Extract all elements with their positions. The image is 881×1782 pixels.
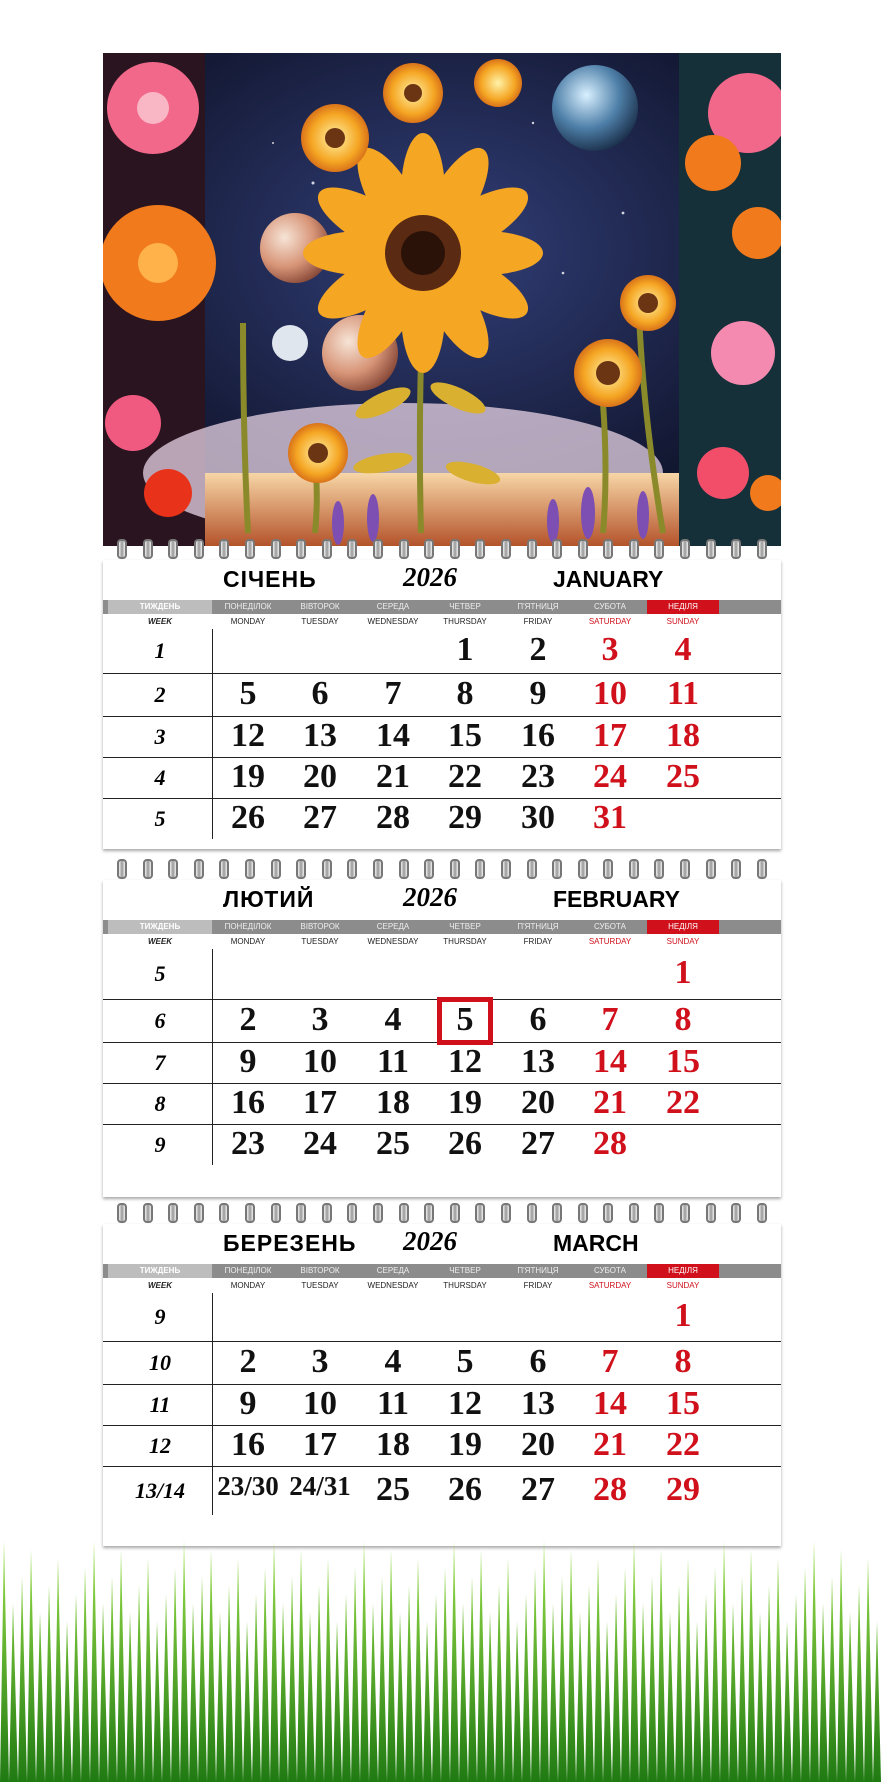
day-cell[interactable]: 6 — [529, 1001, 547, 1038]
weekday-ua: СУБОТА — [594, 1266, 626, 1275]
spiral-binding-icon — [103, 538, 781, 560]
month-name-en: FEBRUARY — [553, 886, 680, 912]
month-name-en: MARCH — [553, 1230, 639, 1256]
day-cell[interactable]: 14 — [593, 1385, 627, 1422]
day-cell[interactable]: 11 — [666, 675, 700, 712]
day-cell[interactable]: 26 — [448, 1471, 482, 1508]
day-cell[interactable]: 20 — [521, 1084, 555, 1121]
day-cell[interactable]: 29 — [448, 799, 482, 836]
weekday-en: TUESDAY — [301, 617, 339, 626]
day-cell[interactable]: 5 — [239, 675, 257, 712]
day-cell[interactable]: 10 — [593, 675, 627, 712]
day-cell[interactable]: 27 — [521, 1471, 555, 1508]
day-cell[interactable]: 15 — [448, 717, 482, 754]
day-cell[interactable]: 6 — [311, 675, 329, 712]
weekday-ua: СЕРЕДА — [376, 602, 410, 611]
weekday-ua: П'ЯТНИЦЯ — [517, 922, 559, 931]
day-cell[interactable]: 29 — [666, 1471, 700, 1508]
day-cell[interactable]: 24 — [593, 758, 627, 795]
week-number: 3 — [154, 724, 166, 749]
spiral-binding-icon — [103, 1202, 781, 1224]
sunflower-space-illustration — [103, 53, 781, 546]
weekday-ua: ВІВТОРОК — [300, 1266, 340, 1275]
grass-icon — [0, 1520, 881, 1782]
day-cell[interactable]: 25 — [376, 1125, 410, 1162]
weekday-ua: СУБОТА — [594, 602, 626, 611]
day-cell[interactable]: 17 — [303, 1084, 337, 1121]
year-label: 2026 — [403, 882, 457, 912]
week-row — [103, 1426, 781, 1467]
week-row — [103, 1385, 781, 1426]
day-cell[interactable]: 16 — [521, 717, 555, 754]
day-cell[interactable]: 8 — [674, 1001, 692, 1038]
weekday-header-en — [103, 1278, 781, 1293]
week-row — [103, 1342, 781, 1385]
weekday-en: MONDAY — [230, 937, 266, 946]
week-row — [103, 1467, 781, 1515]
weekday-ua: НЕДІЛЯ — [647, 920, 719, 934]
day-cell[interactable]: 21 — [593, 1426, 627, 1463]
day-cell[interactable]: 9 — [239, 1043, 257, 1080]
weekday-ua: ПОНЕДІЛОК — [224, 1266, 272, 1275]
week-number: 6 — [154, 1008, 166, 1033]
week-row — [103, 717, 781, 758]
month-grid — [103, 629, 781, 839]
weekday-en: SATURDAY — [588, 1281, 632, 1290]
weekday-en: THURSDAY — [443, 617, 487, 626]
week-row — [103, 1125, 781, 1165]
weekday-header-ua — [103, 1264, 781, 1278]
day-cell[interactable]: 17 — [593, 717, 627, 754]
day-cell[interactable]: 18 — [376, 1084, 410, 1121]
spiral-binding-icon — [103, 858, 781, 880]
day-cell[interactable]: 5 — [456, 1001, 474, 1038]
month-grid — [103, 1293, 781, 1515]
day-cell[interactable]: 11 — [376, 1385, 410, 1422]
weekday-en: FRIDAY — [523, 937, 553, 946]
day-cell[interactable]: 26 — [448, 1125, 482, 1162]
day-cell[interactable]: 20 — [521, 1426, 555, 1463]
day-cell[interactable]: 24/31 — [289, 1471, 351, 1501]
weekday-en: FRIDAY — [523, 617, 553, 626]
week-label-en: WEEK — [148, 617, 172, 626]
weekday-ua: ЧЕТВЕР — [449, 922, 481, 931]
day-cell[interactable]: 28 — [593, 1471, 627, 1508]
week-label-ua: ТИЖДЕНЬ — [108, 920, 212, 934]
month-sheet-january — [103, 560, 781, 849]
day-cell[interactable]: 15 — [666, 1385, 700, 1422]
month-name-en: JANUARY — [553, 566, 664, 592]
day-cell[interactable]: 25 — [666, 758, 700, 795]
today-highlight — [437, 997, 493, 1045]
month-name-ua: ЛЮТИЙ — [223, 886, 315, 912]
weekday-ua: П'ЯТНИЦЯ — [517, 602, 559, 611]
sunflower-icon — [288, 423, 348, 483]
weekday-en: SUNDAY — [666, 617, 700, 626]
day-cell[interactable]: 2 — [239, 1001, 257, 1038]
day-cell[interactable]: 5 — [456, 1343, 474, 1380]
week-number: 5 — [154, 806, 166, 831]
month-sheet-march — [103, 1224, 781, 1546]
month-header — [103, 1224, 781, 1264]
weekday-ua: ПОНЕДІЛОК — [224, 922, 272, 931]
month-sheet-february — [103, 880, 781, 1197]
day-cell[interactable]: 4 — [384, 1343, 402, 1380]
month-name-ua: БЕРЕЗЕНЬ — [223, 1230, 357, 1256]
day-cell[interactable]: 26 — [231, 799, 265, 836]
week-row — [103, 629, 781, 674]
weekday-ua: П'ЯТНИЦЯ — [517, 1266, 559, 1275]
planet-icon — [552, 65, 638, 151]
day-cell[interactable]: 12 — [448, 1043, 482, 1080]
weekday-header-en — [103, 614, 781, 629]
week-label-en: WEEK — [148, 1281, 172, 1290]
week-number: 10 — [149, 1350, 171, 1375]
day-cell[interactable]: 27 — [521, 1125, 555, 1162]
week-label-ua: ТИЖДЕНЬ — [108, 1264, 212, 1278]
day-cell[interactable]: 8 — [456, 675, 474, 712]
weekday-ua: ВІВТОРОК — [300, 922, 340, 931]
week-row — [103, 1084, 781, 1125]
week-row — [103, 1293, 781, 1342]
week-number: 9 — [154, 1304, 166, 1329]
week-row — [103, 949, 781, 1000]
calendar-illustration — [103, 53, 781, 546]
day-cell[interactable]: 12 — [448, 1385, 482, 1422]
day-cell[interactable]: 7 — [384, 675, 402, 712]
weekday-ua: СУБОТА — [594, 922, 626, 931]
day-cell[interactable]: 18 — [376, 1426, 410, 1463]
week-number: 11 — [149, 1392, 171, 1417]
day-cell[interactable]: 12 — [231, 717, 265, 754]
weekday-ua: ПОНЕДІЛОК — [224, 602, 272, 611]
day-cell[interactable]: 7 — [601, 1001, 619, 1038]
day-cell[interactable]: 13 — [521, 1043, 555, 1080]
day-cell[interactable]: 13 — [303, 717, 337, 754]
month-header — [103, 880, 781, 920]
day-cell[interactable]: 1 — [674, 954, 692, 991]
day-cell[interactable]: 10 — [303, 1043, 337, 1080]
week-number: 12 — [149, 1433, 171, 1458]
weekday-en: MONDAY — [230, 1281, 266, 1290]
day-cell[interactable]: 22 — [666, 1426, 700, 1463]
day-cell[interactable]: 10 — [303, 1385, 337, 1422]
week-row — [103, 758, 781, 799]
day-cell[interactable]: 31 — [593, 799, 627, 836]
day-cell[interactable]: 16 — [231, 1426, 265, 1463]
day-cell[interactable]: 28 — [376, 799, 410, 836]
day-cell[interactable]: 17 — [303, 1426, 337, 1463]
sunflower-icon — [620, 275, 676, 331]
weekday-ua: СЕРЕДА — [376, 1266, 410, 1275]
weekday-en: WEDNESDAY — [367, 1281, 419, 1290]
weekday-ua: СЕРЕДА — [376, 922, 410, 931]
day-cell[interactable]: 19 — [448, 1426, 482, 1463]
week-number: 2 — [154, 682, 166, 707]
day-cell[interactable]: 25 — [376, 1471, 410, 1508]
weekday-en: WEDNESDAY — [367, 617, 419, 626]
day-cell[interactable]: 1 — [456, 631, 474, 668]
month-grid — [103, 949, 781, 1165]
weekday-en: SUNDAY — [666, 937, 700, 946]
day-cell[interactable]: 3 — [601, 631, 619, 668]
weekday-en: WEDNESDAY — [367, 937, 419, 946]
weekday-en: THURSDAY — [443, 937, 487, 946]
day-cell[interactable]: 4 — [384, 1001, 402, 1038]
weekday-en: THURSDAY — [443, 1281, 487, 1290]
week-row — [103, 1000, 781, 1043]
weekday-en: TUESDAY — [301, 937, 339, 946]
sunflower-icon — [574, 339, 642, 407]
day-cell[interactable]: 27 — [303, 799, 337, 836]
day-cell[interactable]: 4 — [674, 631, 692, 668]
day-cell[interactable]: 11 — [376, 1043, 410, 1080]
weekday-header-ua — [103, 600, 781, 614]
weekday-en: FRIDAY — [523, 1281, 553, 1290]
day-cell[interactable]: 20 — [303, 758, 337, 795]
week-label-en: WEEK — [148, 937, 172, 946]
week-number: 7 — [154, 1050, 166, 1075]
day-cell[interactable]: 22 — [666, 1084, 700, 1121]
weekday-en: MONDAY — [230, 617, 266, 626]
week-number: 13/14 — [134, 1478, 186, 1503]
day-cell[interactable]: 19 — [231, 758, 265, 795]
weekday-en: SUNDAY — [666, 1281, 700, 1290]
day-cell[interactable]: 3 — [311, 1001, 329, 1038]
day-cell[interactable]: 1 — [674, 1297, 692, 1334]
day-cell[interactable]: 22 — [448, 758, 482, 795]
day-cell[interactable]: 2 — [239, 1343, 257, 1380]
day-cell[interactable]: 15 — [666, 1043, 700, 1080]
day-cell[interactable]: 23 — [231, 1125, 265, 1162]
month-header — [103, 560, 781, 600]
day-cell[interactable]: 19 — [448, 1084, 482, 1121]
weekday-ua: ВІВТОРОК — [300, 602, 340, 611]
week-number: 9 — [154, 1132, 166, 1157]
week-number: 5 — [154, 961, 166, 986]
day-cell[interactable]: 7 — [601, 1343, 619, 1380]
year-label: 2026 — [403, 1226, 457, 1256]
day-cell[interactable]: 14 — [593, 1043, 627, 1080]
day-cell[interactable]: 23 — [521, 758, 555, 795]
weekday-header-ua — [103, 920, 781, 934]
weekday-en: SATURDAY — [588, 937, 632, 946]
week-row — [103, 1043, 781, 1084]
day-cell[interactable]: 30 — [521, 799, 555, 836]
year-label: 2026 — [403, 562, 457, 592]
weekday-ua: ЧЕТВЕР — [449, 1266, 481, 1275]
day-cell[interactable]: 23/30 — [217, 1471, 279, 1501]
day-cell[interactable]: 9 — [239, 1385, 257, 1422]
day-cell[interactable]: 6 — [529, 1343, 547, 1380]
weekday-ua: НЕДІЛЯ — [647, 600, 719, 614]
day-cell[interactable]: 2 — [529, 631, 547, 668]
week-label-ua: ТИЖДЕНЬ — [108, 600, 212, 614]
day-cell[interactable]: 28 — [593, 1125, 627, 1162]
weekday-ua: НЕДІЛЯ — [647, 1264, 719, 1278]
weekday-en: SATURDAY — [588, 617, 632, 626]
weekday-header-en — [103, 934, 781, 949]
month-name-ua: СІЧЕНЬ — [223, 566, 317, 592]
weekday-ua: ЧЕТВЕР — [449, 602, 481, 611]
week-number: 1 — [154, 638, 166, 663]
day-cell[interactable]: 21 — [376, 758, 410, 795]
day-cell[interactable]: 9 — [529, 675, 547, 712]
weekday-en: TUESDAY — [301, 1281, 339, 1290]
day-cell[interactable]: 18 — [666, 717, 700, 754]
week-number: 8 — [154, 1091, 166, 1116]
week-row — [103, 674, 781, 717]
week-row — [103, 799, 781, 839]
day-cell[interactable]: 16 — [231, 1084, 265, 1121]
day-cell[interactable]: 13 — [521, 1385, 555, 1422]
day-cell[interactable]: 24 — [303, 1125, 337, 1162]
day-cell[interactable]: 8 — [674, 1343, 692, 1380]
week-number: 4 — [154, 765, 166, 790]
day-cell[interactable]: 21 — [593, 1084, 627, 1121]
day-cell[interactable]: 3 — [311, 1343, 329, 1380]
day-cell[interactable]: 14 — [376, 717, 410, 754]
